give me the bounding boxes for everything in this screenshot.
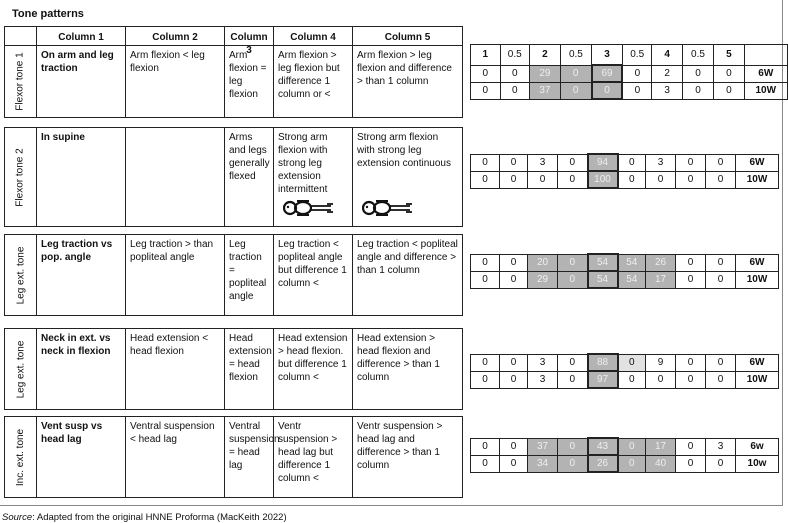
score-cell: 0 bbox=[558, 371, 588, 388]
score-row bbox=[471, 271, 779, 288]
week-label: 10W bbox=[736, 271, 779, 288]
score-cell: 0 bbox=[676, 254, 706, 271]
score-row bbox=[471, 455, 779, 472]
score-cell: 0 bbox=[618, 171, 646, 188]
score-cell: 94 bbox=[588, 154, 618, 171]
scale-header-cell: 0.5 bbox=[622, 45, 652, 66]
score-cell: 0 bbox=[528, 171, 558, 188]
scale-header-cell: 0.5 bbox=[560, 45, 591, 66]
score-cell: 34 bbox=[528, 455, 558, 472]
score-cell: 0 bbox=[676, 171, 706, 188]
score-cell: 54 bbox=[588, 254, 618, 271]
score-cell: 0 bbox=[706, 154, 736, 171]
score-row bbox=[471, 65, 788, 82]
score-cell: 0 bbox=[676, 438, 706, 455]
scale-header-cell: 0.5 bbox=[682, 45, 713, 66]
figure-title: Tone patterns bbox=[12, 8, 84, 20]
pattern-cell: Ventr suspension > head lag but difference 1 column < bbox=[273, 416, 353, 498]
supine-infant-icon bbox=[283, 197, 335, 219]
score-cell: 20 bbox=[528, 254, 558, 271]
score-cell: 0 bbox=[706, 254, 736, 271]
supine-infant-icon bbox=[362, 197, 414, 219]
score-cell: 0 bbox=[471, 371, 500, 388]
score-row bbox=[471, 82, 788, 99]
score-cell: 43 bbox=[588, 438, 618, 455]
scale-header-cell: 5 bbox=[714, 45, 744, 66]
section-label bbox=[4, 45, 37, 118]
pattern-cell: Arms and legs generally flexed bbox=[224, 127, 274, 227]
week-label: 10w bbox=[736, 455, 779, 472]
week-label: 6W bbox=[736, 254, 779, 271]
pattern-cell: Arm flexion < leg flexion bbox=[125, 45, 225, 118]
score-row bbox=[471, 154, 779, 171]
score-cell: 0 bbox=[500, 455, 528, 472]
score-cell: 0 bbox=[471, 171, 500, 188]
score-row bbox=[471, 171, 779, 188]
score-cell: 0 bbox=[618, 354, 646, 371]
score-cell: 0 bbox=[676, 371, 706, 388]
score-cell: 69 bbox=[592, 65, 623, 82]
pattern-cell: Leg traction > than popliteal angle bbox=[125, 234, 225, 316]
score-cell: 29 bbox=[530, 65, 561, 82]
score-cell: 0 bbox=[682, 65, 713, 82]
score-cell: 0 bbox=[500, 65, 530, 82]
column-header: Column 1 bbox=[36, 26, 126, 46]
pattern-cell: Ventral suspension = head lag bbox=[224, 416, 274, 498]
week-label: 6W bbox=[744, 65, 787, 82]
score-cell: 37 bbox=[528, 438, 558, 455]
week-label: 10W bbox=[736, 171, 779, 188]
pattern-cell: Arm flexion > leg flexion and difference > than 1 column bbox=[352, 45, 463, 118]
score-row bbox=[471, 438, 779, 455]
score-cell: 0 bbox=[706, 371, 736, 388]
week-label: 6W bbox=[736, 354, 779, 371]
score-cell: 40 bbox=[646, 455, 676, 472]
pattern-cell: On arm and leg traction bbox=[36, 45, 126, 118]
score-cell: 0 bbox=[560, 82, 591, 99]
score-table bbox=[470, 253, 779, 289]
score-cell: 0 bbox=[558, 354, 588, 371]
source-note bbox=[2, 512, 287, 523]
score-cell: 0 bbox=[471, 271, 500, 288]
scale-header-cell: 2 bbox=[530, 45, 561, 66]
score-cell: 3 bbox=[646, 154, 676, 171]
score-cell: 0 bbox=[560, 65, 591, 82]
pattern-cell: Head extension < head flexion bbox=[125, 328, 225, 410]
pattern-cell bbox=[125, 127, 225, 227]
score-cell: 0 bbox=[682, 82, 713, 99]
score-cell: 0 bbox=[706, 271, 736, 288]
score-cell: 54 bbox=[618, 254, 646, 271]
column-header: Column 3 bbox=[224, 26, 274, 46]
score-cell: 0 bbox=[500, 271, 528, 288]
week-label: 6W bbox=[736, 154, 779, 171]
score-cell: 0 bbox=[618, 438, 646, 455]
score-cell: 0 bbox=[622, 65, 652, 82]
pattern-cell: Strong arm flexion with strong leg extension continuous bbox=[352, 127, 463, 227]
section-label-text: Inc. ext. tone bbox=[15, 428, 27, 486]
source-text: : Adapted from the original HNNE Proforma (MacKeith 2022) bbox=[32, 512, 287, 523]
score-cell: 0 bbox=[592, 82, 623, 99]
scale-header-cell: 4 bbox=[652, 45, 682, 66]
score-cell: 26 bbox=[588, 455, 618, 472]
score-cell: 54 bbox=[618, 271, 646, 288]
score-table bbox=[470, 353, 779, 389]
pattern-cell: Leg traction < popliteal angle but difference 1 column < bbox=[273, 234, 353, 316]
score-cell: 3 bbox=[652, 82, 682, 99]
score-cell: 100 bbox=[588, 171, 618, 188]
score-table bbox=[470, 44, 788, 100]
score-cell: 17 bbox=[646, 438, 676, 455]
score-cell: 0 bbox=[646, 171, 676, 188]
score-cell: 3 bbox=[528, 154, 558, 171]
score-cell: 0 bbox=[471, 65, 501, 82]
score-cell: 26 bbox=[646, 254, 676, 271]
score-cell: 0 bbox=[471, 354, 500, 371]
score-row bbox=[471, 371, 779, 388]
score-cell: 0 bbox=[618, 455, 646, 472]
pattern-cell: Ventral suspension < head lag bbox=[125, 416, 225, 498]
column-header: Column 2 bbox=[125, 26, 225, 46]
score-cell: 0 bbox=[471, 82, 501, 99]
score-row bbox=[471, 354, 779, 371]
section-label bbox=[4, 328, 37, 410]
score-cell: 0 bbox=[706, 171, 736, 188]
score-cell: 0 bbox=[471, 154, 500, 171]
score-cell: 0 bbox=[500, 254, 528, 271]
header-blank bbox=[4, 26, 37, 46]
section-label bbox=[4, 416, 37, 498]
scale-header-cell: 0.5 bbox=[500, 45, 530, 66]
pattern-cell: Arm flexion = leg flexion bbox=[224, 45, 274, 118]
score-cell: 37 bbox=[530, 82, 561, 99]
score-cell: 0 bbox=[558, 154, 588, 171]
score-cell: 0 bbox=[676, 271, 706, 288]
pattern-cell: Leg traction = popliteal angle bbox=[224, 234, 274, 316]
score-cell: 0 bbox=[558, 254, 588, 271]
section-label-text: Flexor tone 2 bbox=[15, 147, 26, 207]
score-cell: 0 bbox=[676, 354, 706, 371]
score-cell: 3 bbox=[706, 438, 736, 455]
score-cell: 0 bbox=[618, 154, 646, 171]
week-label: 10W bbox=[736, 371, 779, 388]
score-cell: 0 bbox=[558, 438, 588, 455]
score-cell: 0 bbox=[500, 438, 528, 455]
score-cell: 0 bbox=[714, 65, 744, 82]
pattern-cell: Strong arm flexion with strong leg extension intermittent bbox=[273, 127, 353, 227]
section-label-text: Flexor tone 1 bbox=[15, 52, 26, 111]
score-cell: 54 bbox=[588, 271, 618, 288]
column-header: Column 5 bbox=[352, 26, 463, 46]
score-row bbox=[471, 254, 779, 271]
score-cell: 0 bbox=[706, 455, 736, 472]
section-label-text: Leg ext. tone bbox=[15, 340, 27, 398]
section-label-text: Leg ext. tone bbox=[15, 246, 27, 304]
score-cell: 0 bbox=[558, 271, 588, 288]
score-cell: 0 bbox=[471, 438, 500, 455]
score-cell: 0 bbox=[471, 254, 500, 271]
score-cell: 0 bbox=[500, 171, 528, 188]
score-cell: 0 bbox=[500, 154, 528, 171]
score-cell: 3 bbox=[528, 354, 558, 371]
source-label: Source bbox=[2, 512, 33, 523]
score-cell: 0 bbox=[500, 371, 528, 388]
section-label bbox=[4, 127, 37, 227]
score-cell: 0 bbox=[676, 154, 706, 171]
pattern-cell: Vent susp vs head lag bbox=[36, 416, 126, 498]
pattern-cell: Head extension > head flexion. but difference 1 column < bbox=[273, 328, 353, 410]
score-cell: 0 bbox=[622, 82, 652, 99]
pattern-cell: Head extension > head flexion and difference > than 1 column bbox=[352, 328, 463, 410]
score-cell: 9 bbox=[646, 354, 676, 371]
score-cell: 97 bbox=[588, 371, 618, 388]
week-label: 6w bbox=[736, 438, 779, 455]
score-cell: 88 bbox=[588, 354, 618, 371]
pattern-cell: Head extension = head flexion bbox=[224, 328, 274, 410]
pattern-cell: Leg traction vs pop. angle bbox=[36, 234, 126, 316]
score-cell: 2 bbox=[652, 65, 682, 82]
section-label bbox=[4, 234, 37, 316]
scale-header-cell bbox=[744, 45, 787, 66]
score-cell: 17 bbox=[646, 271, 676, 288]
pattern-cell: Ventr suspension > head lag and difference > than 1 column bbox=[352, 416, 463, 498]
score-cell: 0 bbox=[676, 455, 706, 472]
score-cell: 0 bbox=[471, 455, 500, 472]
column-header: Column 4 bbox=[273, 26, 353, 46]
score-cell: 0 bbox=[646, 371, 676, 388]
pattern-cell: Arm flexion > leg flexion but difference 1 column or < bbox=[273, 45, 353, 118]
score-cell: 0 bbox=[714, 82, 744, 99]
pattern-cell: Leg traction < popliteal angle and difference > than 1 column bbox=[352, 234, 463, 316]
pattern-cell: In supine bbox=[36, 127, 126, 227]
pattern-cell: Neck in ext. vs neck in flexion bbox=[36, 328, 126, 410]
scale-header-cell: 1 bbox=[471, 45, 501, 66]
score-cell: 0 bbox=[500, 354, 528, 371]
scale-header-cell: 3 bbox=[592, 45, 623, 66]
score-cell: 3 bbox=[528, 371, 558, 388]
score-table bbox=[470, 153, 779, 189]
score-cell: 0 bbox=[500, 82, 530, 99]
score-cell: 0 bbox=[558, 171, 588, 188]
score-cell: 29 bbox=[528, 271, 558, 288]
score-table bbox=[470, 437, 779, 473]
week-label: 10W bbox=[744, 82, 787, 99]
score-cell: 0 bbox=[706, 354, 736, 371]
score-cell: 0 bbox=[618, 371, 646, 388]
score-cell: 0 bbox=[558, 455, 588, 472]
